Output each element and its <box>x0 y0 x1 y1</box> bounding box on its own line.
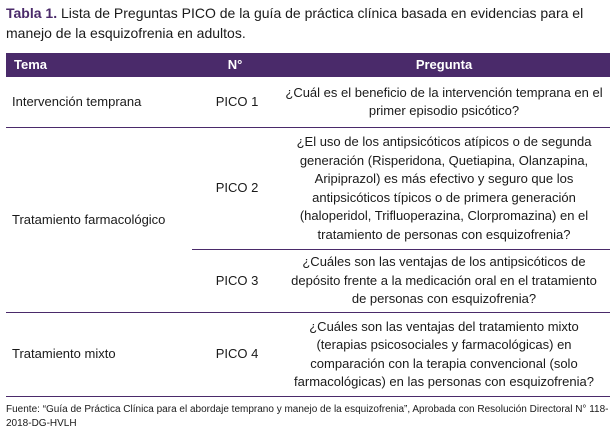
cell-numero: PICO 1 <box>192 77 278 128</box>
table-caption <box>6 3 606 43</box>
cell-numero: PICO 2 <box>192 128 278 250</box>
table-row <box>6 313 610 397</box>
table-source-note: Fuente: “Guía de Práctica Clínica para el abordaje temprano y manejo de la esquizofrenia”, Aprobada con Resolución Directoral N° 118-2018-DG-HVLH <box>6 404 609 429</box>
cell-tema: Intervención temprana <box>6 77 192 128</box>
table-row <box>6 77 610 128</box>
cell-tema: Tratamiento mixto <box>6 313 192 397</box>
table-header-row <box>6 53 610 77</box>
cell-pregunta: ¿Cuáles son las ventajas del tratamiento mixto (terapias psicosociales y farmacológicas) en comparación con la terapia convencional (solo farmacológicas) en las personas con esquizofrenia? <box>278 313 610 397</box>
cell-pregunta: ¿Cuál es el beneficio de la intervención temprana en el primer episodio psicótico? <box>278 77 610 128</box>
cell-numero: PICO 3 <box>192 250 278 313</box>
table-row <box>6 128 610 250</box>
header-pregunta: Pregunta <box>278 53 610 77</box>
cell-pregunta: ¿El uso de los antipsicóticos atípicos o de segunda generación (Risperidona, Quetiapina, Olanzapina, Aripiprazol) es más efectivo y seguro que los antipsicóticos típicos o de primera generación (haloperidol, Trifluoperazina, Clorpromazina) en el tratamiento de personas con esquizofrenia? <box>278 128 610 250</box>
header-numero: N° <box>192 53 278 77</box>
pico-questions-table <box>6 53 610 397</box>
cell-pregunta: ¿Cuáles son las ventajas de los antipsicóticos de depósito frente a la medicación oral en el tratamiento de personas con esquizofrenia? <box>278 250 610 313</box>
cell-tema: Tratamiento farmacológico <box>6 128 192 313</box>
table-caption-label: Tabla 1. <box>6 5 58 21</box>
table-caption-text: Lista de Preguntas PICO de la guía de práctica clínica basada en evidencias para el manejo de la esquizofrenia en adultos. <box>6 5 584 41</box>
header-tema: Tema <box>6 53 192 77</box>
cell-numero: PICO 4 <box>192 313 278 397</box>
